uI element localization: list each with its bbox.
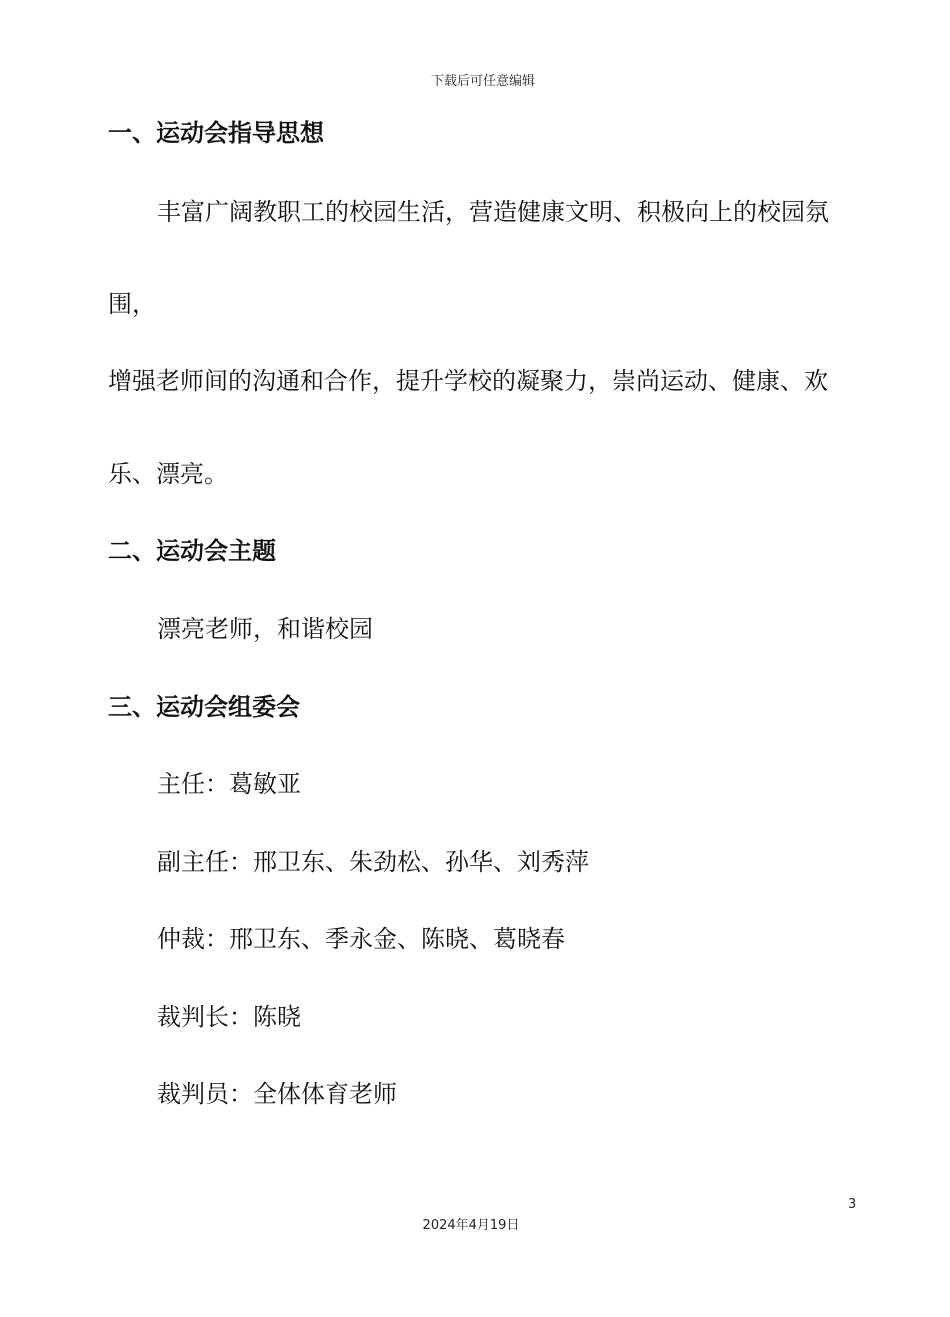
section-heading-guiding-ideology: 一、运动会指导思想 xyxy=(108,119,324,147)
page-footer-date: 2024年4月19日 xyxy=(422,1218,520,1233)
section-heading-committee: 三、运动会组委会 xyxy=(108,693,300,721)
page-number: 3 xyxy=(848,1197,857,1212)
committee-chief-referee: 裁判长：陈晓 xyxy=(157,1003,301,1031)
theme-text: 漂亮老师，和谐校园 xyxy=(157,615,373,643)
committee-director: 主任：葛敏亚 xyxy=(157,770,301,798)
paragraph-line: 乐、漂亮。 xyxy=(108,460,228,488)
committee-arbitration: 仲裁：邢卫东、季永金、陈晓、葛晓春 xyxy=(157,925,565,953)
paragraph-line: 丰富广阔教职工的校园生活，营造健康文明、积极向上的校园氛 xyxy=(157,198,829,226)
page-header: 下载后可任意编辑 xyxy=(430,74,535,89)
committee-referees: 裁判员：全体体育老师 xyxy=(157,1080,397,1108)
section-heading-theme: 二、运动会主题 xyxy=(108,537,276,565)
committee-deputy-directors: 副主任：邢卫东、朱劲松、孙华、刘秀萍 xyxy=(157,848,589,876)
paragraph-line: 围， xyxy=(108,290,156,318)
paragraph-line: 增强老师间的沟通和合作，提升学校的凝聚力，崇尚运动、健康、欢 xyxy=(108,367,828,395)
